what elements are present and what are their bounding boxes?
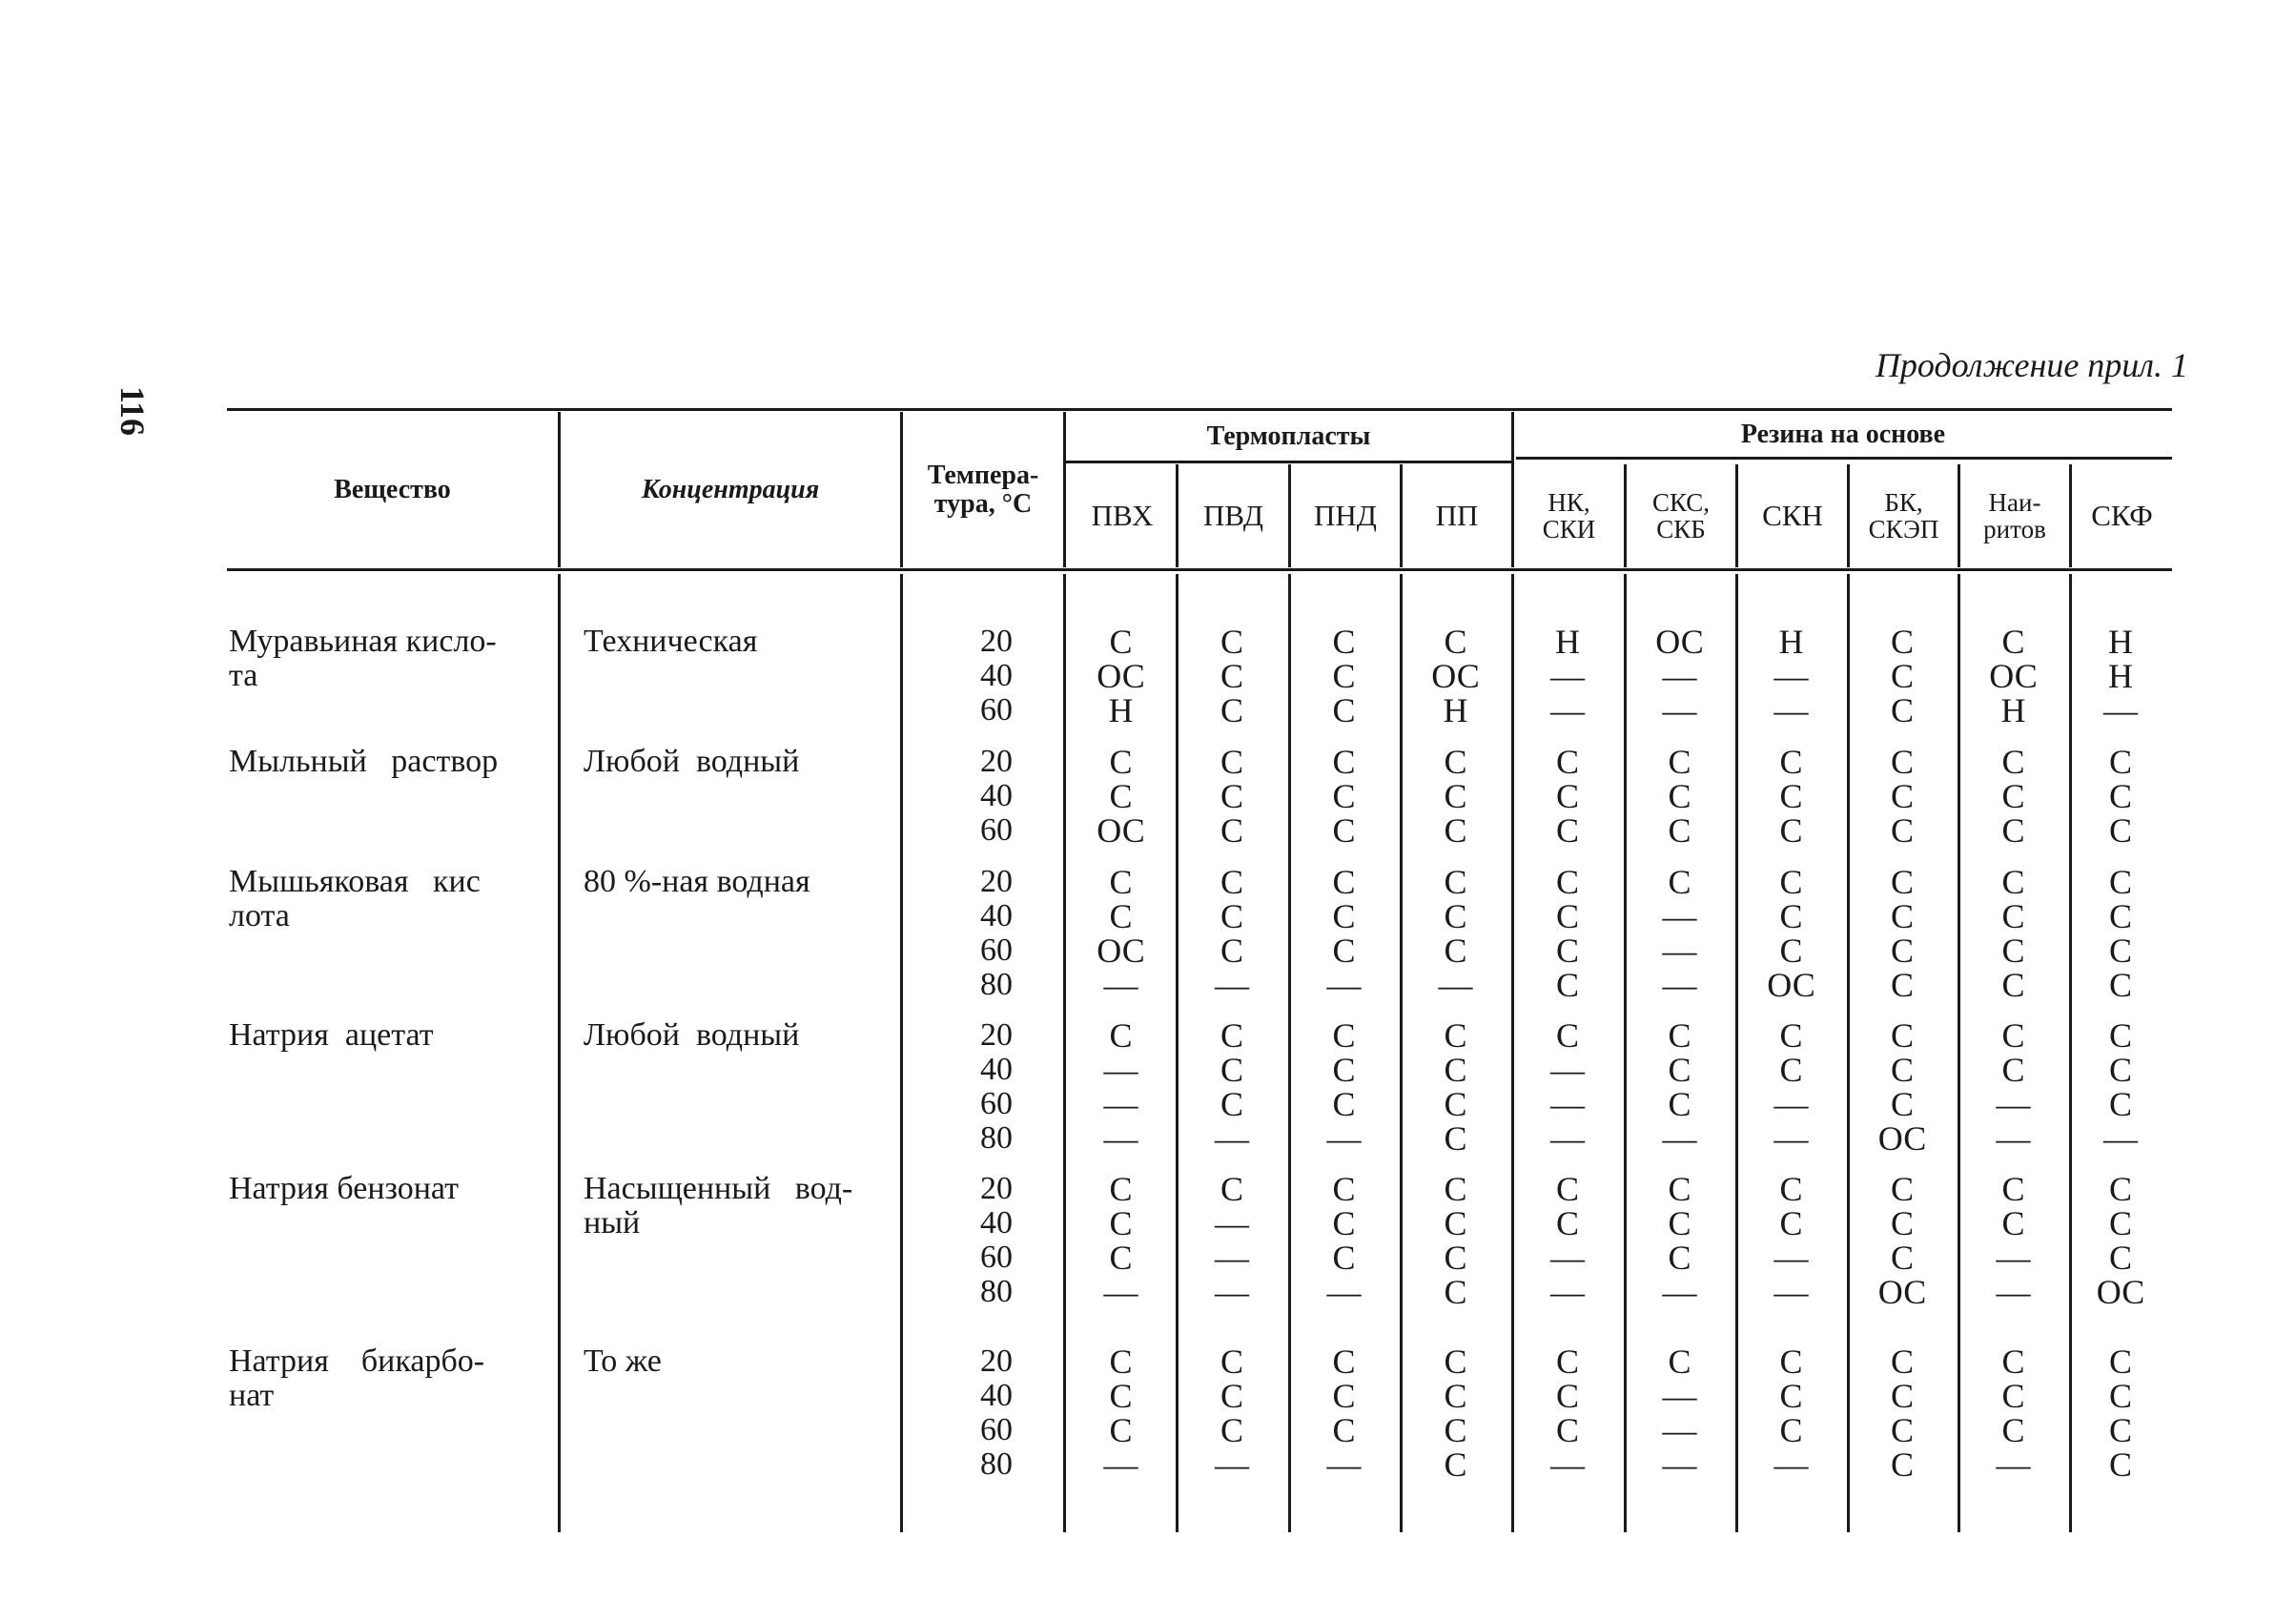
resistance-value: С bbox=[2108, 1051, 2132, 1089]
resistance-value: ОС bbox=[1989, 657, 2038, 695]
temperature-value: 20 bbox=[980, 624, 1013, 659]
resistance-value: С bbox=[2108, 1446, 2132, 1484]
column-divider bbox=[558, 574, 561, 1532]
resistance-value: С bbox=[1668, 863, 1691, 901]
resistance-value: — bbox=[1996, 1273, 2031, 1311]
resistance-value: С bbox=[1332, 863, 1356, 901]
resistance-value: Н bbox=[1443, 691, 1468, 729]
resistance-value: С bbox=[2001, 1204, 2025, 1242]
resistance-value: С bbox=[1444, 777, 1467, 815]
substance-name: Натрия бензонат bbox=[229, 1171, 460, 1206]
resistance-value: С bbox=[1890, 932, 1914, 970]
temperature-value: 40 bbox=[980, 778, 1013, 813]
resistance-value: С bbox=[2108, 1377, 2132, 1415]
column-divider bbox=[1400, 574, 1403, 1532]
temperature-value: 80 bbox=[980, 1446, 1013, 1482]
resistance-value: ОС bbox=[1655, 623, 1704, 661]
resistance-value: — bbox=[1773, 1273, 1809, 1311]
resistance-value: — bbox=[1662, 932, 1697, 970]
resistance-value: С bbox=[2108, 1411, 2132, 1449]
resistance-value: — bbox=[2103, 1119, 2138, 1158]
resistance-value: — bbox=[1215, 1446, 1249, 1484]
resistance-value: С bbox=[1332, 1377, 1356, 1415]
resistance-value: — bbox=[1662, 966, 1697, 1004]
resistance-value: С bbox=[2001, 1343, 2025, 1381]
resistance-value: С bbox=[1220, 897, 1243, 935]
resistance-value: — bbox=[1326, 1446, 1362, 1484]
resistance-value: — bbox=[1773, 1119, 1809, 1158]
resistance-value: — bbox=[1215, 1239, 1249, 1277]
resistance-value: С bbox=[1890, 1411, 1914, 1449]
resistance-value: С bbox=[2001, 1170, 2025, 1208]
resistance-value: С bbox=[1220, 623, 1243, 661]
resistance-value: С bbox=[1890, 863, 1914, 901]
resistance-value: С bbox=[1555, 743, 1579, 781]
temperature-value: 40 bbox=[980, 1052, 1013, 1087]
resistance-value: — bbox=[1550, 1051, 1585, 1089]
resistance-value: С bbox=[1109, 1170, 1133, 1208]
temperature-value: 80 bbox=[980, 1274, 1013, 1309]
resistance-value: С bbox=[1444, 1119, 1467, 1158]
temperature-value: 20 bbox=[980, 1343, 1013, 1379]
resistance-value: — bbox=[1550, 1239, 1585, 1277]
resistance-value: С bbox=[1779, 1204, 1803, 1242]
resistance-value: С bbox=[1444, 1377, 1467, 1415]
resistance-value: С bbox=[1332, 811, 1356, 850]
resistance-value: — bbox=[1773, 1446, 1809, 1484]
temperature-value: 40 bbox=[980, 898, 1013, 933]
resistance-value: С bbox=[1555, 1204, 1579, 1242]
resistance-value: С bbox=[1890, 1085, 1914, 1123]
resistance-value: С bbox=[1779, 777, 1803, 815]
substance-name: Натрия ацетат bbox=[229, 1017, 434, 1053]
temperature-value: 40 bbox=[980, 658, 1013, 693]
header-bottom-rule bbox=[227, 568, 2172, 571]
resistance-value: — bbox=[1215, 1204, 1249, 1242]
column-divider bbox=[1288, 574, 1291, 1532]
resistance-value: С bbox=[1220, 863, 1243, 901]
resistance-value: С bbox=[1890, 691, 1914, 729]
resistance-value: С bbox=[1555, 932, 1579, 970]
resistance-value: — bbox=[1326, 966, 1362, 1004]
resistance-value: С bbox=[2108, 743, 2132, 781]
resistance-value: — bbox=[1662, 897, 1697, 935]
resistance-value: С bbox=[1779, 897, 1803, 935]
resistance-value: С bbox=[1109, 1377, 1133, 1415]
resistance-value: С bbox=[2108, 932, 2132, 970]
resistance-value: С bbox=[1332, 1411, 1356, 1449]
resistance-value: С bbox=[1220, 1051, 1243, 1089]
resistance-value: С bbox=[2001, 743, 2025, 781]
concentration-value: Любой водный bbox=[584, 1017, 800, 1053]
resistance-value: — bbox=[2103, 691, 2138, 729]
resistance-value: С bbox=[1109, 743, 1133, 781]
resistance-value: С bbox=[1332, 1170, 1356, 1208]
column-divider bbox=[1958, 574, 1960, 1532]
resistance-value: — bbox=[1550, 1085, 1585, 1123]
resistance-value: С bbox=[2108, 897, 2132, 935]
temperature-value: 60 bbox=[980, 1086, 1013, 1121]
resistance-value: Н bbox=[2108, 657, 2133, 695]
resistance-value: — bbox=[1662, 657, 1697, 695]
resistance-value: С bbox=[1220, 1085, 1243, 1123]
substance-name: Мышьяковая кис лота bbox=[229, 864, 481, 933]
resistance-value: — bbox=[1996, 1446, 2031, 1484]
resistance-value: С bbox=[1890, 623, 1914, 661]
resistance-value: С bbox=[1220, 1377, 1243, 1415]
resistance-value: — bbox=[1773, 1085, 1809, 1123]
resistance-value: С bbox=[1890, 1343, 1914, 1381]
resistance-value: С bbox=[1109, 1204, 1133, 1242]
resistance-value: С bbox=[2001, 1377, 2025, 1415]
resistance-value: С bbox=[1109, 897, 1133, 935]
resistance-value: С bbox=[1890, 1239, 1914, 1277]
resistance-value: С bbox=[1220, 691, 1243, 729]
resistance-value: С bbox=[1890, 1446, 1914, 1484]
resistance-value: С bbox=[1444, 1411, 1467, 1449]
resistance-value: С bbox=[2001, 966, 2025, 1004]
header-col-2: ПВД bbox=[1202, 498, 1264, 532]
resistance-value: Н bbox=[2108, 623, 2133, 661]
resistance-value: С bbox=[1109, 623, 1133, 661]
resistance-value: С bbox=[1444, 932, 1467, 970]
resistance-value: — bbox=[1662, 1273, 1697, 1311]
resistance-value: С bbox=[2108, 966, 2132, 1004]
resistance-value: — bbox=[1103, 1446, 1138, 1484]
resistance-value: С bbox=[1668, 811, 1691, 850]
resistance-value: С bbox=[1779, 743, 1803, 781]
resistance-value: — bbox=[1996, 1239, 2031, 1277]
resistance-value: С bbox=[1890, 1051, 1914, 1089]
resistance-value: С bbox=[1444, 811, 1467, 850]
resistance-value: С bbox=[1444, 897, 1467, 935]
resistance-value: С bbox=[1444, 863, 1467, 901]
resistance-value: С bbox=[1109, 1343, 1133, 1381]
resistance-value: — bbox=[1773, 691, 1809, 729]
resistance-value: С bbox=[1444, 1273, 1467, 1311]
resistance-value: ОС bbox=[1097, 657, 1145, 695]
temperature-value: 60 bbox=[980, 692, 1013, 728]
header-temperature: Темпера- тура, °С bbox=[927, 461, 1039, 519]
resistance-value: С bbox=[2001, 811, 2025, 850]
resistance-value: С bbox=[1555, 811, 1579, 850]
header-concentration: Концентрация bbox=[641, 474, 820, 504]
group-rule-rubber bbox=[1516, 457, 2172, 460]
resistance-value: С bbox=[2108, 1204, 2132, 1242]
resistance-value: С bbox=[1555, 1377, 1579, 1415]
resistance-value: — bbox=[1550, 1273, 1585, 1311]
resistance-value: С bbox=[1109, 863, 1133, 901]
resistance-value: С bbox=[1220, 657, 1243, 695]
resistance-value: С bbox=[1444, 1446, 1467, 1484]
resistance-value: С bbox=[1220, 743, 1243, 781]
resistance-value: — bbox=[1215, 1119, 1249, 1158]
resistance-value: С bbox=[1332, 1051, 1356, 1089]
resistance-value: С bbox=[2108, 1239, 2132, 1277]
resistance-value: С bbox=[2001, 1051, 2025, 1089]
resistance-value: С bbox=[1555, 1411, 1579, 1449]
header-col-3: ПНД bbox=[1314, 498, 1377, 532]
temperature-value: 60 bbox=[980, 812, 1013, 848]
header-col-5: НК, СКИ bbox=[1542, 487, 1596, 543]
resistance-value: С bbox=[1890, 811, 1914, 850]
resistance-value: С bbox=[1668, 1239, 1691, 1277]
resistance-value: С bbox=[2001, 777, 2025, 815]
resistance-value: С bbox=[1890, 897, 1914, 935]
resistance-value: ОС bbox=[1767, 966, 1815, 1004]
column-divider bbox=[1063, 574, 1066, 1532]
header-col-6: СКС, СКБ bbox=[1651, 487, 1711, 543]
resistance-value: С bbox=[2108, 1170, 2132, 1208]
group-rule-thermoplastics bbox=[1066, 461, 1514, 463]
resistance-value: С bbox=[1332, 743, 1356, 781]
resistance-value: С bbox=[1668, 1343, 1691, 1381]
header-col-4: ПП bbox=[1435, 498, 1479, 532]
column-divider bbox=[1735, 574, 1738, 1532]
resistance-value: С bbox=[1668, 743, 1691, 781]
resistance-value: С bbox=[1444, 1239, 1467, 1277]
resistance-value: — bbox=[1103, 1085, 1138, 1123]
resistance-value: — bbox=[1662, 691, 1697, 729]
resistance-value: С bbox=[2108, 811, 2132, 850]
resistance-value: — bbox=[1215, 966, 1249, 1004]
column-divider bbox=[1511, 574, 1514, 1532]
resistance-value: С bbox=[2108, 1343, 2132, 1381]
resistance-value: С bbox=[1668, 777, 1691, 815]
header-group-rubber: Резина на основе bbox=[1740, 419, 1946, 449]
resistance-value: — bbox=[1103, 1119, 1138, 1158]
concentration-value: Техническая bbox=[584, 624, 758, 659]
resistance-value: С bbox=[1109, 777, 1133, 815]
resistance-value: С bbox=[1668, 1204, 1691, 1242]
temperature-value: 60 bbox=[980, 1240, 1013, 1275]
resistance-value: С bbox=[2108, 863, 2132, 901]
column-divider bbox=[1847, 574, 1850, 1532]
resistance-value: — bbox=[1773, 1239, 1809, 1277]
header-group-thermoplastics: Термопласты bbox=[1206, 420, 1371, 451]
resistance-value: Н bbox=[1108, 691, 1134, 729]
resistance-value: С bbox=[1779, 1377, 1803, 1415]
resistance-value: С bbox=[1332, 777, 1356, 815]
temperature-value: 20 bbox=[980, 1017, 1013, 1053]
resistance-value: — bbox=[1103, 1273, 1138, 1311]
page-heading: Продолжение прил. 1 bbox=[1875, 346, 2188, 384]
resistance-value: Н bbox=[1555, 623, 1580, 661]
resistance-value: С bbox=[2108, 1016, 2132, 1055]
resistance-value: С bbox=[1890, 1204, 1914, 1242]
resistance-value: ОС bbox=[1097, 811, 1145, 850]
temperature-value: 40 bbox=[980, 1378, 1013, 1413]
resistance-value: — bbox=[1662, 1411, 1697, 1449]
temperature-value: 80 bbox=[980, 967, 1013, 1002]
resistance-value: — bbox=[1103, 1051, 1138, 1089]
resistance-value: С bbox=[1109, 1016, 1133, 1055]
resistance-value: С bbox=[1890, 743, 1914, 781]
substance-name: Натрия бикарбо- нат bbox=[229, 1343, 485, 1413]
resistance-value: С bbox=[1668, 1016, 1691, 1055]
temperature-value: 40 bbox=[980, 1205, 1013, 1241]
resistance-value: С bbox=[1332, 691, 1356, 729]
resistance-value: С bbox=[1555, 1016, 1579, 1055]
resistance-value: — bbox=[1550, 691, 1585, 729]
header-col-1: ПВХ bbox=[1091, 498, 1154, 532]
resistance-value: С bbox=[1444, 1170, 1467, 1208]
header-top-rule bbox=[227, 408, 2172, 411]
resistance-value: С bbox=[1444, 1204, 1467, 1242]
column-divider bbox=[1176, 574, 1179, 1532]
concentration-value: Насыщенный вод- ный bbox=[584, 1171, 853, 1241]
resistance-value: С bbox=[1779, 932, 1803, 970]
column-divider bbox=[1624, 574, 1627, 1532]
resistance-value: С bbox=[1890, 1377, 1914, 1415]
resistance-value: С bbox=[2108, 777, 2132, 815]
resistance-value: С bbox=[2001, 863, 2025, 901]
resistance-value: С bbox=[1220, 811, 1243, 850]
resistance-value: С bbox=[1332, 1016, 1356, 1055]
resistance-value: С bbox=[1668, 1170, 1691, 1208]
resistance-value: С bbox=[1332, 897, 1356, 935]
resistance-value: — bbox=[1215, 1273, 1249, 1311]
resistance-value: — bbox=[1662, 1119, 1697, 1158]
resistance-value: С bbox=[1890, 777, 1914, 815]
resistance-value: С bbox=[1220, 1016, 1243, 1055]
resistance-value: С bbox=[1220, 1411, 1243, 1449]
resistance-value: С bbox=[1890, 1170, 1914, 1208]
resistance-value: С bbox=[1555, 897, 1579, 935]
temperature-value: 80 bbox=[980, 1120, 1013, 1156]
resistance-value: — bbox=[1662, 1377, 1697, 1415]
header-substance: Вещество bbox=[334, 474, 451, 504]
resistance-value: С bbox=[2001, 623, 2025, 661]
resistance-value: С bbox=[1220, 1343, 1243, 1381]
substance-name: Муравьиная кисло- та bbox=[229, 624, 497, 693]
resistance-value: С bbox=[1444, 1051, 1467, 1089]
temperature-value: 60 bbox=[980, 1412, 1013, 1447]
resistance-value: С bbox=[2108, 1085, 2132, 1123]
concentration-value: То же bbox=[584, 1343, 662, 1379]
resistance-value: С bbox=[1668, 1051, 1691, 1089]
resistance-value: С bbox=[1779, 863, 1803, 901]
resistance-value: С bbox=[1332, 1343, 1356, 1381]
resistance-value: С bbox=[1668, 1085, 1691, 1123]
resistance-value: — bbox=[1996, 1119, 2031, 1158]
resistance-value: С bbox=[2001, 932, 2025, 970]
resistance-value: С bbox=[1220, 1170, 1243, 1208]
resistance-value: С bbox=[1779, 1016, 1803, 1055]
resistance-value: С bbox=[1555, 777, 1579, 815]
resistance-value: — bbox=[1550, 657, 1585, 695]
substance-name: Мыльный раствор bbox=[229, 744, 499, 779]
temperature-value: 60 bbox=[980, 933, 1013, 968]
resistance-value: С bbox=[1779, 1170, 1803, 1208]
resistance-value: ОС bbox=[1431, 657, 1480, 695]
temperature-value: 20 bbox=[980, 744, 1013, 779]
resistance-value: — bbox=[1326, 1119, 1362, 1158]
resistance-value: — bbox=[1438, 966, 1473, 1004]
resistance-value: — bbox=[1996, 1085, 2031, 1123]
resistance-value: С bbox=[1890, 1016, 1914, 1055]
resistance-value: С bbox=[1332, 1204, 1356, 1242]
page-number: 116 bbox=[113, 386, 152, 437]
resistance-value: С bbox=[2001, 897, 2025, 935]
resistance-value: ОС bbox=[2096, 1273, 2145, 1311]
resistance-value: С bbox=[1555, 863, 1579, 901]
header-col-8: БК, СКЭП bbox=[1868, 487, 1939, 543]
resistance-value: С bbox=[1779, 1411, 1803, 1449]
resistance-value: С bbox=[1555, 1170, 1579, 1208]
resistance-value: — bbox=[1773, 657, 1809, 695]
header-col-10: СКФ bbox=[2091, 498, 2153, 532]
resistance-value: С bbox=[1555, 966, 1579, 1004]
resistance-value: С bbox=[1779, 1051, 1803, 1089]
column-divider bbox=[2069, 574, 2072, 1532]
temperature-value: 20 bbox=[980, 864, 1013, 899]
resistance-value: С bbox=[2001, 1411, 2025, 1449]
resistance-value: С bbox=[1779, 1343, 1803, 1381]
resistance-value: С bbox=[1444, 1085, 1467, 1123]
resistance-value: С bbox=[1444, 623, 1467, 661]
resistance-value: С bbox=[1555, 1343, 1579, 1381]
resistance-value: С bbox=[1779, 811, 1803, 850]
resistance-value: ОС bbox=[1877, 1119, 1927, 1158]
concentration-value: 80 %-ная водная bbox=[584, 864, 810, 899]
resistance-value: — bbox=[1662, 1446, 1697, 1484]
header-col-7: СКН bbox=[1762, 498, 1823, 532]
resistance-value: С bbox=[2001, 1016, 2025, 1055]
resistance-value: — bbox=[1326, 1273, 1362, 1311]
resistance-value: С bbox=[1890, 657, 1914, 695]
resistance-value: С bbox=[1444, 1343, 1467, 1381]
resistance-value: С bbox=[1220, 932, 1243, 970]
resistance-value: — bbox=[1550, 1119, 1585, 1158]
resistance-value: С bbox=[1109, 1239, 1133, 1277]
concentration-value: Любой водный bbox=[584, 744, 800, 779]
resistance-value: С bbox=[1332, 1239, 1356, 1277]
resistance-value: С bbox=[1332, 932, 1356, 970]
column-divider bbox=[900, 574, 903, 1532]
resistance-value: — bbox=[1103, 966, 1138, 1004]
header-col-9: Наи- ритов bbox=[1983, 487, 2046, 543]
resistance-value: С bbox=[1332, 623, 1356, 661]
resistance-value: — bbox=[1550, 1446, 1585, 1484]
resistance-value: ОС bbox=[1877, 1273, 1927, 1311]
resistance-value: С bbox=[1444, 743, 1467, 781]
resistance-value: С bbox=[1220, 777, 1243, 815]
resistance-value: Н bbox=[1778, 623, 1804, 661]
temperature-value: 20 bbox=[980, 1171, 1013, 1206]
resistance-value: С bbox=[1109, 1411, 1133, 1449]
resistance-value: ОС bbox=[1097, 932, 1145, 970]
resistance-value: С bbox=[1890, 966, 1914, 1004]
resistance-value: С bbox=[1332, 657, 1356, 695]
resistance-value: С bbox=[1444, 1016, 1467, 1055]
resistance-value: С bbox=[1332, 1085, 1356, 1123]
resistance-value: Н bbox=[2000, 691, 2026, 729]
